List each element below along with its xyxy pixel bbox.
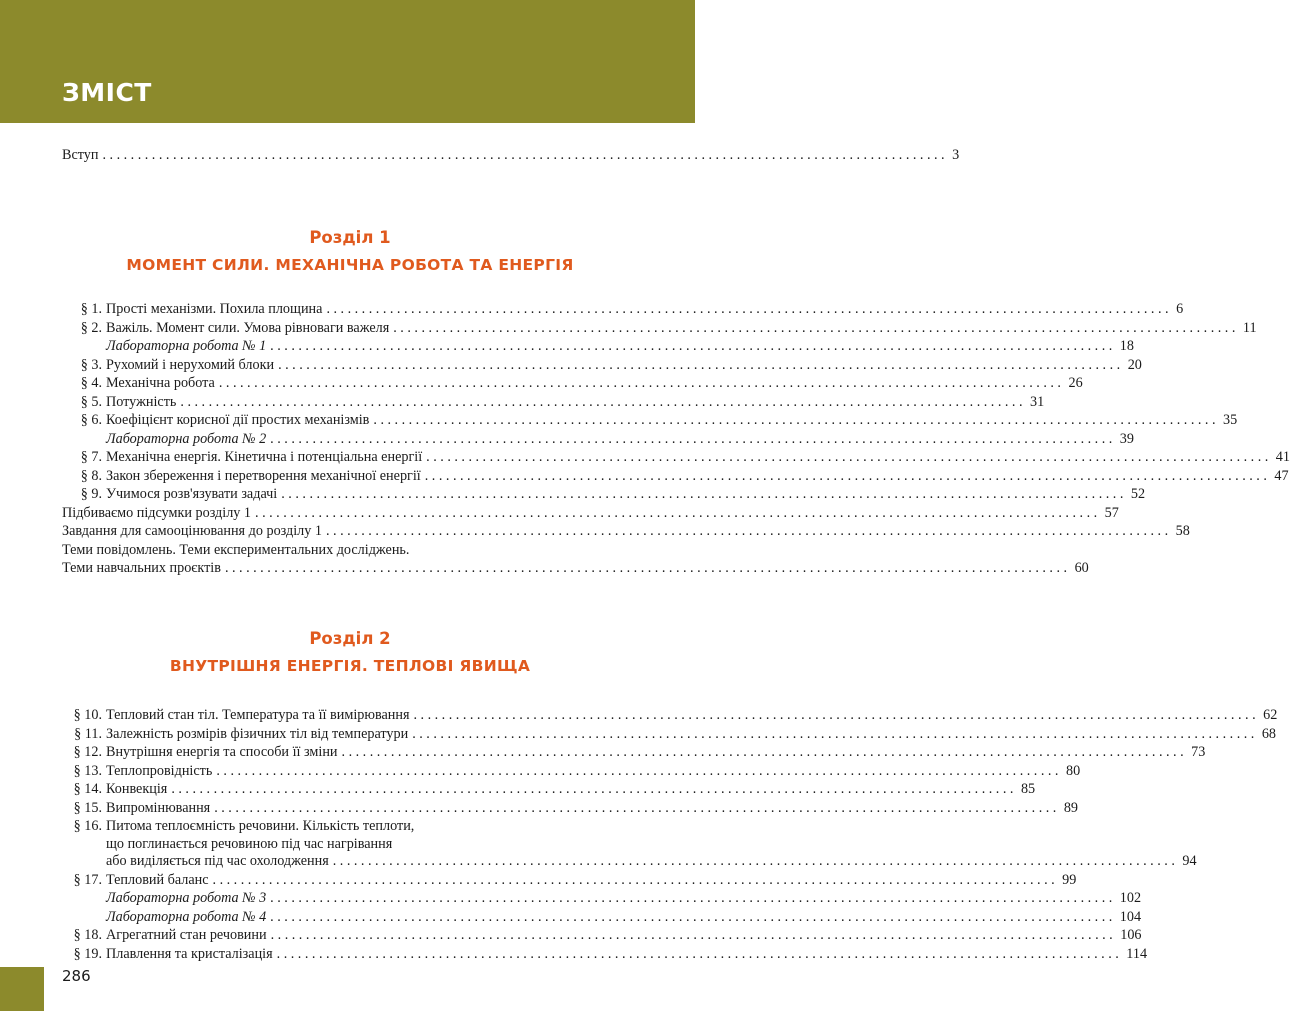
toc-entry-page: 11 bbox=[1242, 319, 1257, 336]
toc-entry-number: § 11. bbox=[74, 725, 102, 742]
leader-dots: ........................................................................................................................ bbox=[270, 338, 1116, 354]
toc-entry-number: § 5. bbox=[80, 393, 102, 410]
toc-row[interactable] bbox=[62, 799, 1079, 818]
leader-dots: ........................................................................................................................ bbox=[270, 908, 1116, 925]
toc-entry-title: Залежність розмірів фізичних тіл від температури bbox=[106, 725, 409, 742]
leader-dots: ........................................................................................................................ bbox=[180, 393, 1027, 410]
toc-row[interactable] bbox=[62, 467, 1289, 486]
toc-entry-page: 94 bbox=[1182, 853, 1197, 869]
leader-dots: ........................................................................................................................ bbox=[326, 523, 1172, 539]
toc-entry-title: Теми повідомлень. Теми експериментальних досліджень. bbox=[62, 541, 410, 558]
section-number: Розділ 2 bbox=[309, 629, 391, 648]
toc-entry-number: § 8. bbox=[80, 467, 102, 484]
toc-entry-page: 99 bbox=[1062, 871, 1077, 888]
toc-entry-number: § 7. bbox=[80, 449, 102, 465]
section-2-heading bbox=[62, 629, 638, 676]
leader-dots: ........................................................................................................................ bbox=[341, 744, 1188, 760]
toc-row[interactable] bbox=[62, 319, 1257, 338]
toc-entry-number: § 2. bbox=[80, 319, 102, 336]
toc-entry-title: Конвекція bbox=[106, 781, 168, 797]
toc-entry-page: 26 bbox=[1068, 375, 1083, 391]
leader-dots: ........................................................................................................................ bbox=[171, 781, 1017, 797]
toc-row-intro[interactable] bbox=[62, 146, 960, 165]
toc-entry-title: Теми навчальних проєктів bbox=[62, 560, 221, 576]
toc-entry-title: Випромінювання bbox=[106, 799, 211, 816]
toc-row[interactable] bbox=[62, 817, 638, 836]
leader-dots: ........................................................................................................................ bbox=[278, 356, 1124, 373]
toc-row[interactable] bbox=[62, 504, 1119, 523]
toc-entry-number: § 17. bbox=[73, 871, 102, 888]
toc-row[interactable] bbox=[62, 706, 1278, 725]
page-number: 286 bbox=[62, 967, 91, 985]
toc-row[interactable] bbox=[62, 871, 1077, 890]
toc-entry-title: Лабораторна робота № 1 bbox=[106, 338, 267, 354]
toc-row[interactable] bbox=[62, 448, 1290, 467]
toc-row[interactable] bbox=[62, 945, 1148, 964]
toc-entry-title: Завдання для самооцінювання до розділу 1 bbox=[62, 523, 322, 539]
leader-dots: ........................................................................................................................ bbox=[212, 871, 1059, 888]
toc-entry-page: 31 bbox=[1030, 393, 1045, 410]
leader-dots: ........................................................................................................................ bbox=[270, 927, 1117, 943]
toc-entry-title: Вступ bbox=[62, 147, 99, 163]
footer-band bbox=[0, 967, 44, 1011]
toc-entry-page: 114 bbox=[1126, 945, 1148, 962]
leader-dots: ........................................................................................................................ bbox=[373, 412, 1220, 428]
toc-row[interactable] bbox=[62, 889, 1142, 908]
section-number: Розділ 1 bbox=[309, 228, 391, 247]
toc-row[interactable] bbox=[62, 908, 1142, 927]
toc-intro bbox=[62, 146, 960, 165]
toc-entry-title: Прості механізми. Похила площина bbox=[106, 301, 323, 317]
toc-entry-page: 35 bbox=[1223, 412, 1238, 428]
toc-row[interactable] bbox=[62, 374, 1083, 393]
toc-entry-page: 102 bbox=[1119, 890, 1142, 906]
toc-row[interactable] bbox=[62, 393, 1045, 412]
toc-entry-page: 73 bbox=[1191, 744, 1206, 760]
toc-row[interactable] bbox=[62, 337, 1134, 356]
toc-entry-title: Механічна енергія. Кінетична і потенціальна енергії bbox=[106, 449, 423, 465]
toc-entry-page: 89 bbox=[1063, 799, 1079, 816]
toc-entry-page: 39 bbox=[1119, 430, 1134, 447]
toc-entry-number: § 15. bbox=[73, 799, 102, 816]
leader-dots: ........................................................................................................................ bbox=[218, 375, 1065, 391]
leader-dots: ........................................................................................................................ bbox=[281, 486, 1127, 502]
toc-entry-number: § 9. bbox=[80, 486, 102, 502]
toc-row[interactable] bbox=[62, 300, 1184, 319]
toc-entry-title: Плавлення та кристалізація bbox=[106, 945, 273, 962]
toc-entry-page: 20 bbox=[1127, 356, 1142, 373]
toc-entry-page: 3 bbox=[952, 147, 960, 163]
toc-entry-title: Лабораторна робота № 3 bbox=[106, 890, 267, 906]
leader-dots: ........................................................................................................................ bbox=[214, 799, 1060, 816]
leader-dots: ........................................................................................................................ bbox=[102, 147, 949, 163]
toc-entry-title: Теплопровідність bbox=[106, 762, 213, 779]
toc-entry-number: § 4. bbox=[80, 375, 102, 391]
toc-entry-title: Питома теплоємність речовини. Кількість теплоти, bbox=[106, 818, 415, 834]
toc-entry-number: § 1. bbox=[80, 301, 102, 317]
toc-row[interactable] bbox=[62, 411, 1238, 430]
leader-dots: ........................................................................................................................ bbox=[412, 725, 1258, 742]
toc-entry-title: Тепловий баланс bbox=[106, 871, 209, 888]
leader-dots: ........................................................................................................................ bbox=[255, 504, 1101, 521]
toc-row[interactable] bbox=[62, 430, 1134, 449]
toc-entry-number: § 14. bbox=[73, 781, 102, 797]
leader-dots: ........................................................................................................................ bbox=[424, 467, 1271, 484]
toc-row[interactable] bbox=[62, 762, 1081, 781]
section-title: МОМЕНТ СИЛИ. МЕХАНІЧНА РОБОТА ТА ЕНЕРГІЯ bbox=[126, 256, 574, 274]
toc-row[interactable] bbox=[62, 780, 1036, 799]
toc-entry-page: 6 bbox=[1176, 301, 1184, 317]
toc-entry-number: § 16. bbox=[73, 818, 102, 834]
toc-entry-page: 18 bbox=[1119, 338, 1134, 354]
toc-entry-page: 80 bbox=[1065, 762, 1081, 779]
toc-entry-title: Потужність bbox=[106, 393, 177, 410]
toc-entry-page: 47 bbox=[1274, 467, 1289, 484]
toc-entry-page: 106 bbox=[1120, 927, 1142, 943]
toc-entry-number: § 6. bbox=[80, 412, 102, 428]
toc-row[interactable] bbox=[62, 926, 1142, 945]
toc-section-2 bbox=[62, 706, 1278, 963]
toc-entry-title: Підбиваємо підсумки розділу 1 bbox=[62, 504, 252, 521]
toc-entry-number: § 19. bbox=[73, 945, 102, 962]
toc-entry-title: Механічна робота bbox=[106, 375, 215, 391]
toc-entry-page: 62 bbox=[1263, 707, 1278, 723]
toc-row[interactable] bbox=[62, 725, 1277, 744]
toc-entry-number: § 18. bbox=[73, 927, 102, 943]
leader-dots: ........................................................................................................................ bbox=[270, 890, 1116, 906]
leader-dots: ........................................................................................................................ bbox=[413, 707, 1260, 723]
toc-section-1 bbox=[62, 300, 1290, 578]
toc-entry-title: що поглинається речовиною під час нагрівання bbox=[106, 835, 393, 852]
toc-row[interactable] bbox=[62, 853, 1197, 871]
toc-row[interactable] bbox=[62, 836, 638, 854]
leader-dots: ........................................................................................................................ bbox=[270, 430, 1116, 447]
section-title: ВНУТРІШНЯ ЕНЕРГІЯ. ТЕПЛОВІ ЯВИЩА bbox=[169, 657, 531, 675]
toc-entry-title: Тепловий стан тіл. Температура та її вимірювання bbox=[106, 707, 410, 723]
leader-dots: ........................................................................................................................ bbox=[393, 319, 1239, 336]
toc-entry-page: 60 bbox=[1074, 560, 1089, 576]
toc-entry-number: § 12. bbox=[73, 744, 102, 760]
toc-entry-title: Рухомий і нерухомий блоки bbox=[106, 356, 275, 373]
toc-entry-page: 58 bbox=[1175, 523, 1190, 539]
toc-entry-title: Учимося розв'язувати задачі bbox=[106, 486, 278, 502]
leader-dots: ........................................................................................................................ bbox=[276, 945, 1123, 962]
toc-entry-page: 52 bbox=[1130, 486, 1146, 502]
toc-row[interactable] bbox=[62, 485, 1146, 504]
leader-dots: ........................................................................................................................ bbox=[426, 449, 1272, 465]
toc-entry-title: Агрегатний стан речовини bbox=[106, 927, 267, 943]
toc-entry-title: Внутрішня енергія та способи її зміни bbox=[106, 744, 338, 760]
toc-entry-title: Лабораторна робота № 4 bbox=[106, 908, 267, 925]
toc-entry-number: § 13. bbox=[73, 762, 102, 779]
leader-dots: ........................................................................................................................ bbox=[326, 301, 1173, 317]
leader-dots: ........................................................................................................................ bbox=[224, 560, 1071, 576]
leader-dots: ........................................................................................................................ bbox=[332, 853, 1179, 869]
toc-entry-title: Закон збереження і перетворення механічної енергії bbox=[106, 467, 421, 484]
toc-entry-page: 68 bbox=[1261, 725, 1277, 742]
toc-entry-page: 57 bbox=[1104, 504, 1119, 521]
toc-row[interactable] bbox=[62, 743, 1206, 762]
toc-entry-title: або виділяється під час охолодження bbox=[106, 853, 329, 869]
toc-entry-number: § 10. bbox=[73, 707, 102, 723]
toc-row[interactable] bbox=[62, 541, 638, 560]
section-1-heading bbox=[62, 228, 638, 275]
toc-entry-page: 104 bbox=[1119, 908, 1142, 925]
toc-entry-page: 41 bbox=[1275, 449, 1290, 465]
leader-dots: ........................................................................................................................ bbox=[216, 762, 1062, 779]
toc-entry-page: 85 bbox=[1020, 781, 1036, 797]
toc-entry-title: Лабораторна робота № 2 bbox=[106, 430, 267, 447]
page-title: ЗМІСТ bbox=[62, 78, 152, 107]
toc-entry-number: § 3. bbox=[80, 356, 102, 373]
toc-entry-title: Коефіцієнт корисної дії простих механізмів bbox=[106, 412, 370, 428]
toc-row[interactable] bbox=[62, 559, 1089, 578]
toc-row[interactable] bbox=[62, 522, 1190, 541]
toc-row[interactable] bbox=[62, 356, 1142, 375]
toc-entry-title: Важіль. Момент сили. Умова рівноваги важеля bbox=[106, 319, 390, 336]
